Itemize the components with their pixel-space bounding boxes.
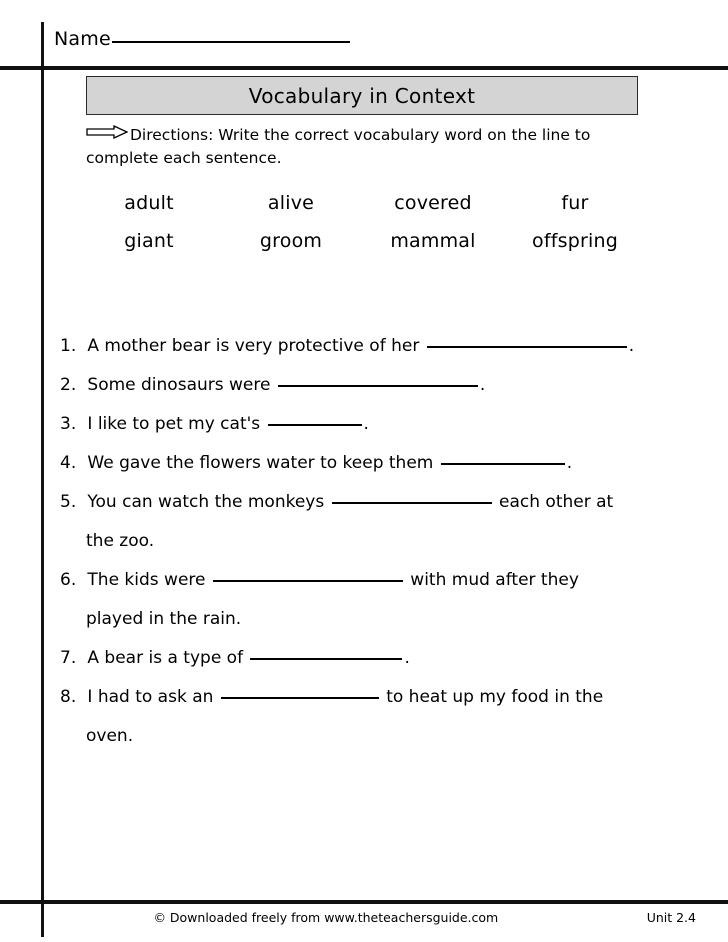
question-text: the zoo. xyxy=(86,531,155,551)
question-number: 2. xyxy=(60,375,77,395)
question-text: played in the rain. xyxy=(86,609,242,629)
answer-blank[interactable] xyxy=(250,658,402,660)
question-number: 5. xyxy=(60,492,77,512)
question-text: . xyxy=(566,453,573,473)
right-block-arrow-icon xyxy=(86,123,128,145)
directions-text: Write the correct vocabulary word on the line to complete each sentence. xyxy=(86,126,591,167)
question-number: 1. xyxy=(60,336,77,356)
header-rule xyxy=(0,66,728,70)
question-line xyxy=(60,687,720,726)
question-line xyxy=(60,375,720,414)
questions-list xyxy=(60,336,720,765)
question-text: each other at xyxy=(493,492,614,512)
question-text: I like to pet my cat's xyxy=(82,414,266,434)
answer-blank[interactable] xyxy=(427,346,627,348)
question-number: 8. xyxy=(60,687,77,707)
footer-credit: © Downloaded freely from www.theteachersguide.com xyxy=(153,910,499,925)
question-number: 3. xyxy=(60,414,77,434)
question-line xyxy=(60,492,720,531)
answer-blank[interactable] xyxy=(278,385,478,387)
question-text: to heat up my food in the xyxy=(380,687,604,707)
question-continuation-line xyxy=(60,726,720,765)
question-text: . xyxy=(404,648,410,668)
answer-blank[interactable] xyxy=(332,502,492,504)
question-text: with mud after they xyxy=(404,570,579,590)
answer-blank[interactable] xyxy=(441,463,565,465)
question-text: . xyxy=(363,414,369,434)
question-text: . xyxy=(628,336,635,356)
question-line xyxy=(60,336,720,375)
left-margin-line xyxy=(41,22,44,937)
answer-blank[interactable] xyxy=(213,580,403,582)
question-number: 4. xyxy=(60,453,77,473)
word-bank-word[interactable]: adult xyxy=(124,192,174,214)
question-text: oven. xyxy=(86,726,134,746)
question-line xyxy=(60,414,720,453)
question-text: . xyxy=(479,375,486,395)
name-label: Name xyxy=(54,28,111,50)
name-field-row xyxy=(54,28,350,50)
word-bank-word[interactable]: alive xyxy=(267,192,315,214)
question-continuation-line xyxy=(60,531,720,570)
answer-blank[interactable] xyxy=(268,424,362,426)
page-title: Vocabulary in Context xyxy=(248,83,476,108)
question-number: 6. xyxy=(60,570,77,590)
word-bank-row xyxy=(78,192,646,214)
question-text: Some dinosaurs were xyxy=(82,375,276,395)
word-bank-row xyxy=(78,230,646,252)
question-text: You can watch the monkeys xyxy=(82,492,330,512)
question-line xyxy=(60,648,720,687)
page-footer xyxy=(45,910,720,925)
word-bank xyxy=(78,192,646,268)
name-input-blank[interactable] xyxy=(112,41,350,43)
question-text: We gave the flowers water to keep them xyxy=(82,453,439,473)
footer-unit: Unit 2.4 xyxy=(646,910,696,925)
word-bank-word[interactable]: groom xyxy=(259,230,323,252)
question-text: The kids were xyxy=(82,570,211,590)
directions-label: Directions: xyxy=(130,126,214,144)
question-text: A mother bear is very protective of her xyxy=(82,336,425,356)
question-line xyxy=(60,570,720,609)
question-text: A bear is a type of xyxy=(82,648,249,668)
answer-blank[interactable] xyxy=(221,697,379,699)
word-bank-word[interactable]: fur xyxy=(561,192,589,214)
word-bank-word[interactable]: offspring xyxy=(532,230,618,252)
question-continuation-line xyxy=(60,609,720,648)
worksheet-title-box xyxy=(86,76,638,115)
question-text: I had to ask an xyxy=(82,687,219,707)
word-bank-word[interactable]: mammal xyxy=(390,230,476,252)
footer-rule xyxy=(0,900,728,904)
word-bank-word[interactable]: giant xyxy=(124,230,174,252)
question-number: 7. xyxy=(60,648,77,668)
question-line xyxy=(60,453,720,492)
word-bank-word[interactable]: covered xyxy=(394,192,472,214)
directions-block xyxy=(86,124,646,169)
